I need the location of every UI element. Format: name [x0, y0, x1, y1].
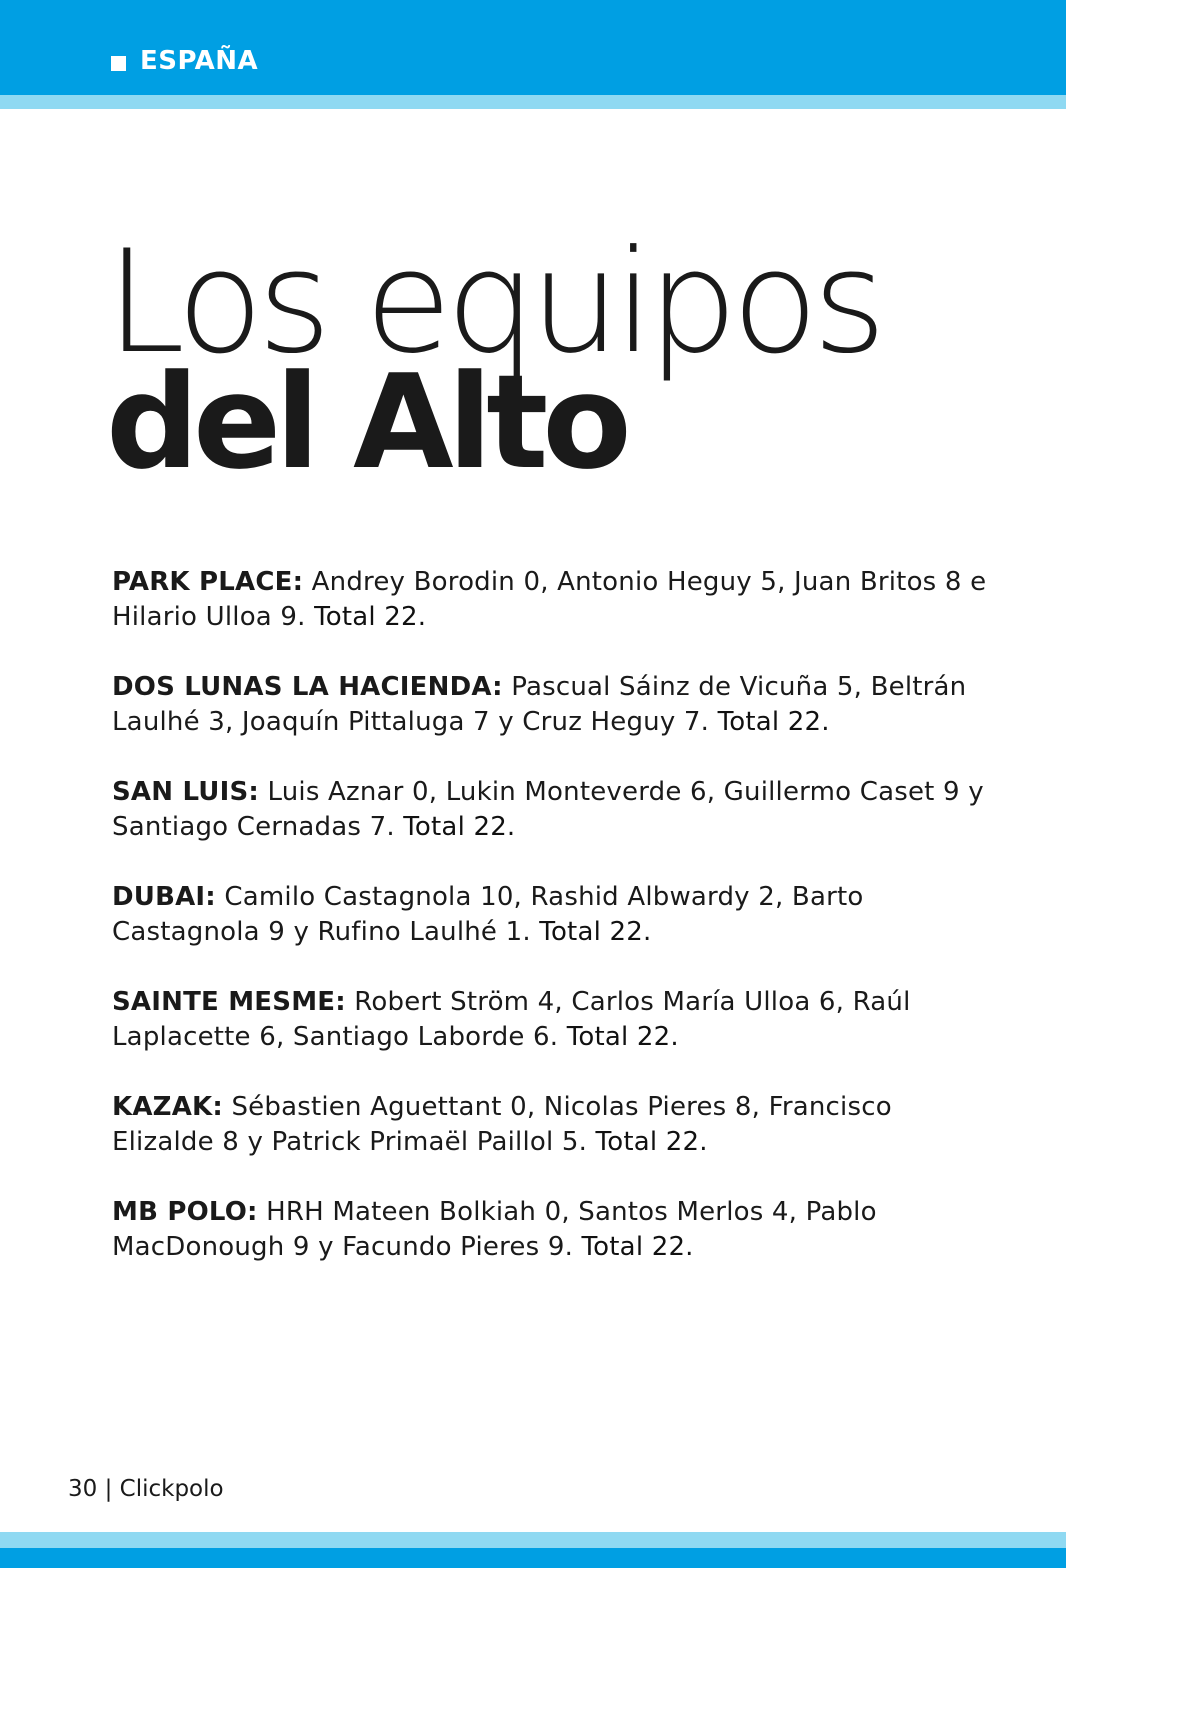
team-players: Pascual Sáinz de Vicuña 5, Beltrán Laulhé 3, Joaquín Pittaluga 7 y Cruz Heguy 7. [112, 672, 967, 737]
page-title-line1: Los equipos [106, 220, 881, 385]
team-entry [112, 880, 992, 950]
footer-bar [0, 1548, 1066, 1568]
page-footer [68, 1473, 224, 1505]
team-name: SAINTE MESME: [112, 987, 346, 1017]
team-players: Robert Ström 4, Carlos María Ulloa 6, Raúl Laplacette 6, Santiago Laborde 6. [112, 987, 911, 1052]
team-list [112, 565, 992, 1300]
team-total: Total 22. [717, 707, 830, 737]
team-players: Camilo Castagnola 10, Rashid Albwardy 2, Barto Castagnola 9 y Rufino Laulhé 1. [112, 882, 864, 947]
team-name: DOS LUNAS LA HACIENDA: [112, 672, 503, 702]
page-number: 30 [68, 1476, 98, 1502]
team-players: HRH Mateen Bolkiah 0, Santos Merlos 4, Pablo MacDonough 9 y Facundo Pieres 9. [112, 1197, 877, 1262]
team-total: Total 22. [595, 1127, 708, 1157]
team-players: Luis Aznar 0, Lukin Monteverde 6, Guillermo Caset 9 y Santiago Cernadas 7. [112, 777, 984, 842]
team-entry [112, 1090, 992, 1160]
team-name: DUBAI: [112, 882, 216, 912]
team-name: MB POLO: [112, 1197, 258, 1227]
header-stripe [0, 95, 1066, 109]
team-total: Total 22. [314, 602, 427, 632]
square-bullet-icon [111, 56, 126, 71]
team-entry [112, 985, 992, 1055]
section-label: ESPAÑA [140, 46, 259, 76]
publication-name: Clickpolo [119, 1476, 224, 1502]
footer-separator: | [104, 1476, 113, 1502]
team-total: Total 22. [403, 812, 516, 842]
team-total: Total 22. [581, 1232, 694, 1262]
team-name: KAZAK: [112, 1092, 223, 1122]
team-players: Sébastien Aguettant 0, Nicolas Pieres 8, Francisco Elizalde 8 y Patrick Primaël Paillol 5. [112, 1092, 892, 1157]
team-entry [112, 670, 992, 740]
team-name: SAN LUIS: [112, 777, 260, 807]
footer-stripe [0, 1532, 1066, 1548]
team-name: PARK PLACE: [112, 567, 304, 597]
team-total: Total 22. [539, 917, 652, 947]
team-entry [112, 565, 992, 635]
page-title-line2: del Alto [106, 346, 626, 498]
team-entry [112, 775, 992, 845]
team-players: Andrey Borodin 0, Antonio Heguy 5, Juan Britos 8 e Hilario Ulloa 9. [112, 567, 987, 632]
team-entry [112, 1195, 992, 1265]
team-total: Total 22. [566, 1022, 679, 1052]
